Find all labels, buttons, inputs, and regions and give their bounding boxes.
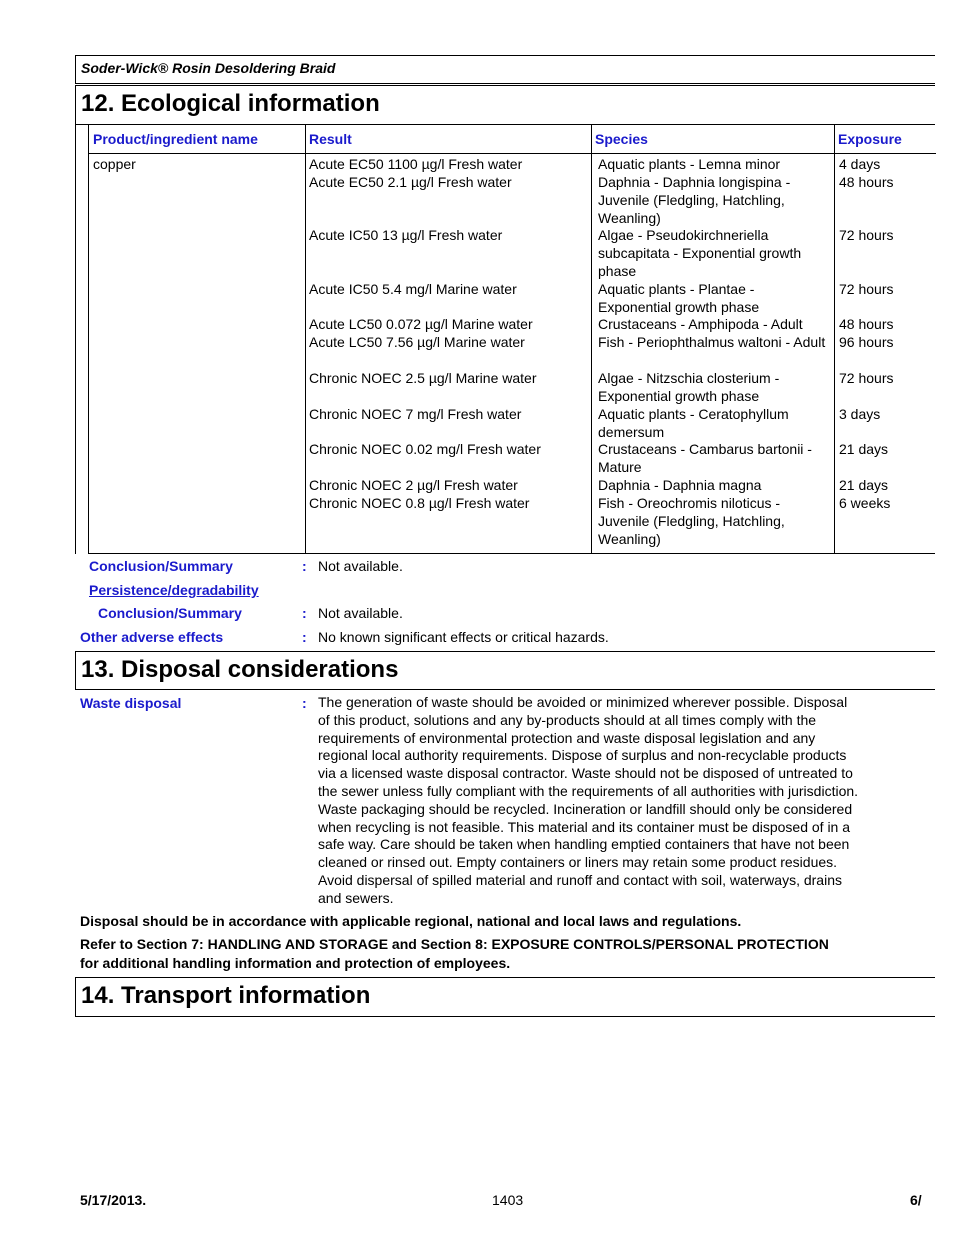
table-row-result: Chronic NOEC 7 mg/l Fresh water <box>309 406 522 422</box>
col-divider-2 <box>591 125 592 553</box>
waste-line: regional local authority requirements. Dispose of surplus and non-recyclable products <box>318 747 847 764</box>
table-row-result: Acute LC50 7.56 µg/l Marine water <box>309 334 525 350</box>
table-row-exposure: 72 hours <box>839 281 894 297</box>
col-header-result: Result <box>309 131 352 147</box>
table-row-result: Acute EC50 2.1 µg/l Fresh water <box>309 174 512 190</box>
waste-line: via a licensed waste disposal contractor. Waste should not be disposed of untreated to <box>318 765 853 782</box>
waste-line: Waste packaging should be recycled. Incineration or landfill should only be considered <box>318 800 853 817</box>
waste-disposal-label: Waste disposal <box>80 695 182 711</box>
persistence-degradability-link[interactable]: Persistence/degradability <box>89 582 259 598</box>
other-adverse-effects-label: Other adverse effects <box>80 629 224 645</box>
other-adverse-effects-value: No known significant effects or critical hazards. <box>318 629 609 645</box>
table-row-exposure: 48 hours <box>839 316 894 332</box>
col-divider-3 <box>834 125 835 553</box>
table-row-exposure: 4 days <box>839 156 881 172</box>
table-row-result: Chronic NOEC 2 µg/l Fresh water <box>309 477 518 493</box>
table-row-exposure: 96 hours <box>839 334 894 350</box>
table-row-species: Aquatic plants - Lemna minor <box>598 156 781 172</box>
table-row-species: Daphnia - Daphnia magna <box>598 477 762 493</box>
table-row-exposure: 21 days <box>839 441 889 457</box>
section-12-title: 12. Ecological information <box>81 90 380 117</box>
table-row-species: Fish - Oreochromis niloticus - Juvenile (Fledgling, Hatchling, Weanling) <box>598 495 785 547</box>
table-row-exposure: 72 hours <box>839 370 894 386</box>
footer-page-number: 6/ <box>910 1192 922 1208</box>
table-row-result: Acute IC50 5.4 mg/l Marine water <box>309 281 517 297</box>
waste-line: of this product, solutions and any by-products should at all times comply with the <box>318 711 817 728</box>
disposal-regulation-note: Disposal should be in accordance with applicable regional, national and local laws and regulations. <box>80 913 742 929</box>
table-row-exposure: 48 hours <box>839 174 894 190</box>
col-header-name: Product/ingredient name <box>93 131 258 147</box>
section-14-title: 14. Transport information <box>81 982 371 1009</box>
waste-line: safe way. Care should be taken when handling emptied containers that have not been <box>318 836 850 853</box>
table-row-result: Acute IC50 13 µg/l Fresh water <box>309 227 503 243</box>
table-row-species: Algae - Pseudokirchneriella subcapitata - Exponential growth phase <box>598 227 802 279</box>
col-divider-1 <box>305 125 306 553</box>
conclusion-summary-value: Not available. <box>318 558 403 574</box>
table-row-species: Aquatic plants - Plantae - Exponential growth phase <box>598 281 760 315</box>
waste-line: The generation of waste should be avoided or minimized wherever possible. Disposal <box>318 694 848 710</box>
table-row-result: Chronic NOEC 0.8 µg/l Fresh water <box>309 495 530 511</box>
table-row-result: Acute LC50 0.072 µg/l Marine water <box>309 316 533 332</box>
table-row-exposure: 72 hours <box>839 227 894 243</box>
colon: : <box>302 558 307 574</box>
conclusion-summary-label: Conclusion/Summary <box>89 558 233 574</box>
table-row-exposure: 6 weeks <box>839 495 891 511</box>
waste-line: the sewer unless fully compliant with the requirements of all authorities with jurisdiction. <box>318 782 859 799</box>
section-13-title: 13. Disposal considerations <box>81 656 399 683</box>
table-header-divider <box>89 153 936 154</box>
col-header-species: Species <box>595 131 648 147</box>
table-row-species: Fish - Periophthalmus waltoni - Adult <box>598 334 826 350</box>
table-row-result: Chronic NOEC 0.02 mg/l Fresh water <box>309 441 541 457</box>
table-row-species: Crustaceans - Amphipoda - Adult <box>598 316 803 332</box>
product-title: Soder-Wick® Rosin Desoldering Braid <box>81 60 336 76</box>
waste-line: Avoid dispersal of spilled material and runoff and contact with soil, waterways, drains <box>318 871 842 888</box>
waste-disposal-text <box>318 694 928 908</box>
table-row-result: Chronic NOEC 2.5 µg/l Marine water <box>309 370 537 386</box>
persistence-conclusion-label: Conclusion/Summary <box>98 605 242 621</box>
footer-code: 1403 <box>492 1192 524 1208</box>
table-row-species: Algae - Nitzschia closterium - Exponential growth phase <box>598 370 780 404</box>
persistence-conclusion-value: Not available. <box>318 605 403 621</box>
waste-line: when recycling is not feasible. This material and its container must be disposed of in a <box>318 818 851 835</box>
waste-line: cleaned or rinsed out. Empty containers or liners may retain some product residues. <box>318 854 838 871</box>
waste-line: requirements of environmental protection and waste disposal legislation and any <box>318 729 816 746</box>
colon: : <box>302 695 307 711</box>
col-header-exposure: Exposure <box>838 131 902 147</box>
waste-line: and sewers. <box>318 889 394 906</box>
table-row-species: Aquatic plants - Ceratophyllum demersum <box>598 406 789 440</box>
section-reference-note-line2: for additional handling information and protection of employees. <box>80 955 511 971</box>
footer-date: 5/17/2013. <box>80 1192 147 1208</box>
colon: : <box>302 629 307 645</box>
table-row-exposure: 21 days <box>839 477 889 493</box>
colon: : <box>302 605 307 621</box>
ingredient-name: copper <box>93 156 136 172</box>
table-row-exposure: 3 days <box>839 406 881 422</box>
table-row-species: Daphnia - Daphnia longispina - Juvenile (Fledgling, Hatchling, Weanling) <box>598 174 791 226</box>
table-row-result: Acute EC50 1100 µg/l Fresh water <box>309 156 523 172</box>
table-row-species: Crustaceans - Cambarus bartonii - Mature <box>598 441 812 475</box>
section-reference-note-line1: Refer to Section 7: HANDLING AND STORAGE and Section 8: EXPOSURE CONTROLS/PERSONAL PROTECTION <box>80 936 829 952</box>
